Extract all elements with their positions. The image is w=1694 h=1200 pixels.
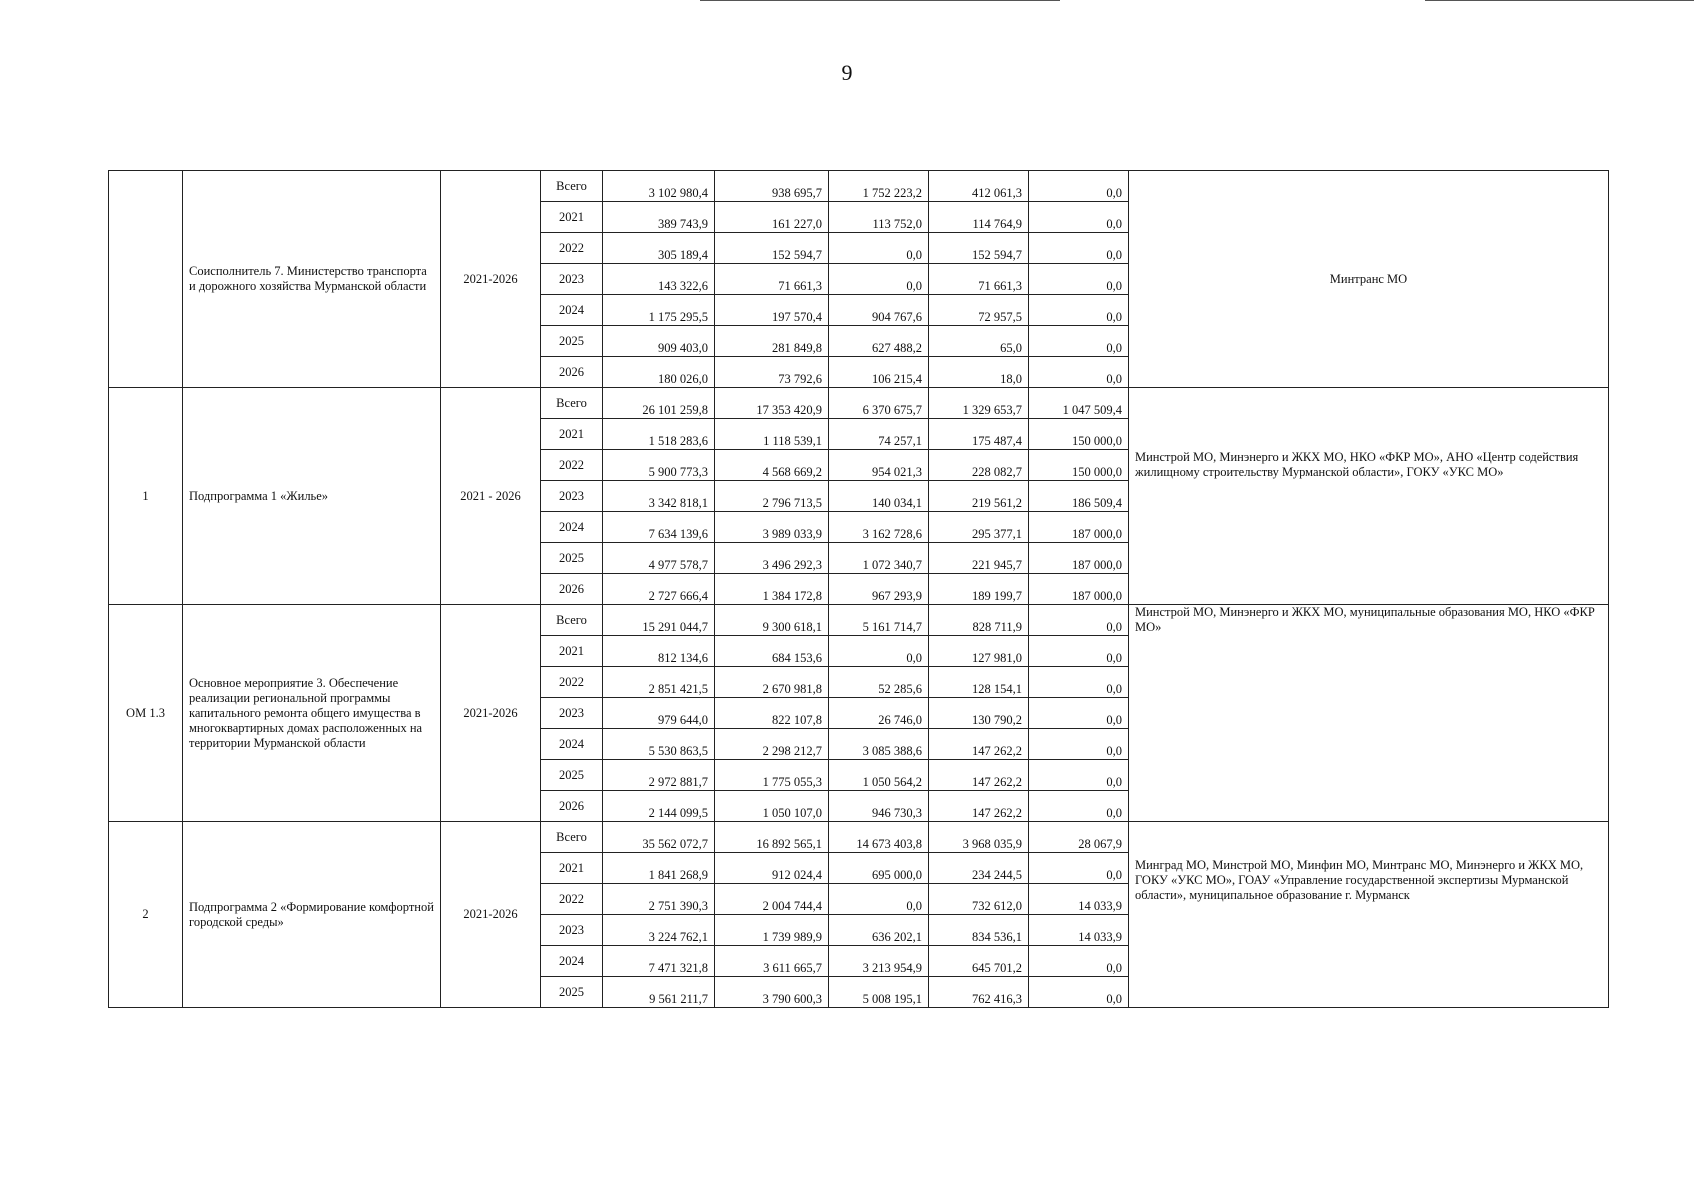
amount-cell: 3 989 033,9	[715, 512, 829, 543]
amount-cell: 0,0	[1029, 729, 1129, 760]
amount-cell: 152 594,7	[715, 233, 829, 264]
amount-cell: 161 227,0	[715, 202, 829, 233]
amount-cell: 812 134,6	[603, 636, 715, 667]
scan-artifact-line	[1425, 0, 1694, 1]
amount-cell: 1 841 268,9	[603, 853, 715, 884]
amount-cell: 0,0	[1029, 326, 1129, 357]
year-cell: 2024	[541, 729, 603, 760]
amount-cell: 26 746,0	[829, 698, 929, 729]
year-cell: 2026	[541, 574, 603, 605]
amount-cell: 1 752 223,2	[829, 171, 929, 202]
amount-cell: 2 851 421,5	[603, 667, 715, 698]
amount-cell: 147 262,2	[929, 729, 1029, 760]
amount-cell: 3 342 818,1	[603, 481, 715, 512]
amount-cell: 954 021,3	[829, 450, 929, 481]
amount-cell: 4 977 578,7	[603, 543, 715, 574]
amount-cell: 1 050 564,2	[829, 760, 929, 791]
amount-cell: 2 298 212,7	[715, 729, 829, 760]
amount-cell: 106 215,4	[829, 357, 929, 388]
amount-cell: 114 764,9	[929, 202, 1029, 233]
amount-cell: 3 162 728,6	[829, 512, 929, 543]
budget-table	[108, 170, 1609, 1008]
amount-cell: 16 892 565,1	[715, 822, 829, 853]
section-number-cell	[109, 171, 183, 388]
year-cell: Всего	[541, 171, 603, 202]
amount-cell: 9 561 211,7	[603, 977, 715, 1008]
year-cell: 2023	[541, 915, 603, 946]
amount-cell: 1 775 055,3	[715, 760, 829, 791]
amount-cell: 9 300 618,1	[715, 605, 829, 636]
amount-cell: 6 370 675,7	[829, 388, 929, 419]
amount-cell: 0,0	[1029, 760, 1129, 791]
section-number-cell: 1	[109, 388, 183, 605]
executors-cell: Минград МО, Минстрой МО, Минфин МО, Минтранс МО, Минэнерго и ЖКХ МО, ГОКУ «УКС МО», ГОАУ «Управление государственной экспертизы Мурманской области», муниципальное образование г. Мурманск	[1129, 822, 1609, 1008]
section-number-cell: ОМ 1.3	[109, 605, 183, 822]
amount-cell: 175 487,4	[929, 419, 1029, 450]
year-cell: 2023	[541, 264, 603, 295]
amount-cell: 14 033,9	[1029, 884, 1129, 915]
year-cell: 2022	[541, 450, 603, 481]
amount-cell: 1 175 295,5	[603, 295, 715, 326]
amount-cell: 909 403,0	[603, 326, 715, 357]
amount-cell: 2 972 881,7	[603, 760, 715, 791]
amount-cell: 219 561,2	[929, 481, 1029, 512]
amount-cell: 645 701,2	[929, 946, 1029, 977]
amount-cell: 5 161 714,7	[829, 605, 929, 636]
amount-cell: 979 644,0	[603, 698, 715, 729]
amount-cell: 2 670 981,8	[715, 667, 829, 698]
amount-cell: 0,0	[829, 233, 929, 264]
amount-cell: 180 026,0	[603, 357, 715, 388]
amount-cell: 5 008 195,1	[829, 977, 929, 1008]
amount-cell: 295 377,1	[929, 512, 1029, 543]
amount-cell: 732 612,0	[929, 884, 1029, 915]
amount-cell: 28 067,9	[1029, 822, 1129, 853]
year-cell: 2021	[541, 202, 603, 233]
amount-cell: 72 957,5	[929, 295, 1029, 326]
amount-cell: 5 900 773,3	[603, 450, 715, 481]
amount-cell: 822 107,8	[715, 698, 829, 729]
executors-cell: Минтранс МО	[1129, 171, 1609, 388]
amount-cell: 4 568 669,2	[715, 450, 829, 481]
year-cell: 2023	[541, 698, 603, 729]
amount-cell: 189 199,7	[929, 574, 1029, 605]
amount-cell: 1 050 107,0	[715, 791, 829, 822]
amount-cell: 127 981,0	[929, 636, 1029, 667]
amount-cell: 15 291 044,7	[603, 605, 715, 636]
table-row	[109, 605, 1609, 636]
amount-cell: 762 416,3	[929, 977, 1029, 1008]
amount-cell: 7 471 321,8	[603, 946, 715, 977]
section-period-cell: 2021-2026	[441, 822, 541, 1008]
section-period-cell: 2021-2026	[441, 605, 541, 822]
amount-cell: 0,0	[1029, 295, 1129, 326]
amount-cell: 305 189,4	[603, 233, 715, 264]
amount-cell: 1 047 509,4	[1029, 388, 1129, 419]
amount-cell: 3 102 980,4	[603, 171, 715, 202]
amount-cell: 946 730,3	[829, 791, 929, 822]
year-cell: 2022	[541, 233, 603, 264]
amount-cell: 0,0	[1029, 357, 1129, 388]
amount-cell: 0,0	[1029, 202, 1129, 233]
year-cell: 2022	[541, 884, 603, 915]
amount-cell: 904 767,6	[829, 295, 929, 326]
amount-cell: 187 000,0	[1029, 574, 1129, 605]
amount-cell: 65,0	[929, 326, 1029, 357]
amount-cell: 73 792,6	[715, 357, 829, 388]
amount-cell: 967 293,9	[829, 574, 929, 605]
year-cell: 2025	[541, 543, 603, 574]
section-period-cell: 2021 - 2026	[441, 388, 541, 605]
amount-cell: 152 594,7	[929, 233, 1029, 264]
amount-cell: 52 285,6	[829, 667, 929, 698]
amount-cell: 140 034,1	[829, 481, 929, 512]
year-cell: 2022	[541, 667, 603, 698]
amount-cell: 1 518 283,6	[603, 419, 715, 450]
amount-cell: 684 153,6	[715, 636, 829, 667]
amount-cell: 1 329 653,7	[929, 388, 1029, 419]
table-row	[109, 388, 1609, 419]
amount-cell: 2 727 666,4	[603, 574, 715, 605]
amount-cell: 147 262,2	[929, 791, 1029, 822]
amount-cell: 0,0	[829, 264, 929, 295]
year-cell: 2023	[541, 481, 603, 512]
amount-cell: 412 061,3	[929, 171, 1029, 202]
amount-cell: 938 695,7	[715, 171, 829, 202]
amount-cell: 912 024,4	[715, 853, 829, 884]
amount-cell: 0,0	[1029, 791, 1129, 822]
table-row	[109, 171, 1609, 202]
year-cell: 2026	[541, 357, 603, 388]
amount-cell: 0,0	[1029, 853, 1129, 884]
amount-cell: 3 496 292,3	[715, 543, 829, 574]
amount-cell: 3 611 665,7	[715, 946, 829, 977]
amount-cell: 14 033,9	[1029, 915, 1129, 946]
year-cell: 2024	[541, 512, 603, 543]
amount-cell: 0,0	[829, 636, 929, 667]
amount-cell: 3 213 954,9	[829, 946, 929, 977]
amount-cell: 0,0	[829, 884, 929, 915]
amount-cell: 71 661,3	[929, 264, 1029, 295]
section-period-cell: 2021-2026	[441, 171, 541, 388]
year-cell: 2025	[541, 760, 603, 791]
amount-cell: 14 673 403,8	[829, 822, 929, 853]
amount-cell: 113 752,0	[829, 202, 929, 233]
amount-cell: 389 743,9	[603, 202, 715, 233]
section-number-cell: 2	[109, 822, 183, 1008]
year-cell: 2025	[541, 326, 603, 357]
year-cell: 2026	[541, 791, 603, 822]
amount-cell: 187 000,0	[1029, 543, 1129, 574]
amount-cell: 143 322,6	[603, 264, 715, 295]
year-cell: 2021	[541, 419, 603, 450]
amount-cell: 18,0	[929, 357, 1029, 388]
amount-cell: 128 154,1	[929, 667, 1029, 698]
amount-cell: 0,0	[1029, 233, 1129, 264]
amount-cell: 1 118 539,1	[715, 419, 829, 450]
amount-cell: 187 000,0	[1029, 512, 1129, 543]
amount-cell: 3 085 388,6	[829, 729, 929, 760]
amount-cell: 0,0	[1029, 605, 1129, 636]
amount-cell: 3 968 035,9	[929, 822, 1029, 853]
amount-cell: 0,0	[1029, 171, 1129, 202]
amount-cell: 636 202,1	[829, 915, 929, 946]
amount-cell: 7 634 139,6	[603, 512, 715, 543]
section-name-cell: Соисполнитель 7. Министерство транспорта и дорожного хозяйства Мурманской области	[183, 171, 441, 388]
amount-cell: 0,0	[1029, 264, 1129, 295]
amount-cell: 281 849,8	[715, 326, 829, 357]
year-cell: Всего	[541, 822, 603, 853]
amount-cell: 2 144 099,5	[603, 791, 715, 822]
section-name-cell: Подпрограмма 2 «Формирование комфортной городской среды»	[183, 822, 441, 1008]
amount-cell: 0,0	[1029, 698, 1129, 729]
amount-cell: 186 509,4	[1029, 481, 1129, 512]
amount-cell: 150 000,0	[1029, 419, 1129, 450]
amount-cell: 2 796 713,5	[715, 481, 829, 512]
amount-cell: 71 661,3	[715, 264, 829, 295]
amount-cell: 0,0	[1029, 667, 1129, 698]
amount-cell: 834 536,1	[929, 915, 1029, 946]
amount-cell: 228 082,7	[929, 450, 1029, 481]
amount-cell: 1 739 989,9	[715, 915, 829, 946]
amount-cell: 150 000,0	[1029, 450, 1129, 481]
amount-cell: 74 257,1	[829, 419, 929, 450]
section-name-cell: Подпрограмма 1 «Жилье»	[183, 388, 441, 605]
amount-cell: 3 790 600,3	[715, 977, 829, 1008]
amount-cell: 5 530 863,5	[603, 729, 715, 760]
amount-cell: 2 751 390,3	[603, 884, 715, 915]
year-cell: 2024	[541, 946, 603, 977]
amount-cell: 35 562 072,7	[603, 822, 715, 853]
section-name-cell: Основное мероприятие 3. Обеспечение реализации региональной программы капитального ремонта общего имущества в многоквартирных домах расположенных на территории Мурманской области	[183, 605, 441, 822]
amount-cell: 828 711,9	[929, 605, 1029, 636]
amount-cell: 3 224 762,1	[603, 915, 715, 946]
executors-cell: Минстрой МО, Минэнерго и ЖКХ МО, НКО «ФКР МО», АНО «Центр содействия жилищному строительству Мурманской области», ГОКУ «УКС МО»	[1129, 388, 1609, 605]
amount-cell: 26 101 259,8	[603, 388, 715, 419]
amount-cell: 1 072 340,7	[829, 543, 929, 574]
amount-cell: 17 353 420,9	[715, 388, 829, 419]
amount-cell: 221 945,7	[929, 543, 1029, 574]
year-cell: 2021	[541, 853, 603, 884]
amount-cell: 627 488,2	[829, 326, 929, 357]
page-number: 9	[841, 60, 853, 85]
year-cell: Всего	[541, 388, 603, 419]
amount-cell: 234 244,5	[929, 853, 1029, 884]
amount-cell: 0,0	[1029, 636, 1129, 667]
table-body	[109, 171, 1609, 1008]
scan-artifact-line	[700, 0, 1060, 1]
amount-cell: 2 004 744,4	[715, 884, 829, 915]
amount-cell: 130 790,2	[929, 698, 1029, 729]
year-cell: 2025	[541, 977, 603, 1008]
amount-cell: 0,0	[1029, 946, 1129, 977]
table-row	[109, 822, 1609, 853]
amount-cell: 197 570,4	[715, 295, 829, 326]
amount-cell: 0,0	[1029, 977, 1129, 1008]
year-cell: 2021	[541, 636, 603, 667]
year-cell: Всего	[541, 605, 603, 636]
year-cell: 2024	[541, 295, 603, 326]
executors-cell: Минстрой МО, Минэнерго и ЖКХ МО, муниципальные образования МО, НКО «ФКР МО»	[1129, 605, 1609, 822]
amount-cell: 147 262,2	[929, 760, 1029, 791]
amount-cell: 695 000,0	[829, 853, 929, 884]
amount-cell: 1 384 172,8	[715, 574, 829, 605]
